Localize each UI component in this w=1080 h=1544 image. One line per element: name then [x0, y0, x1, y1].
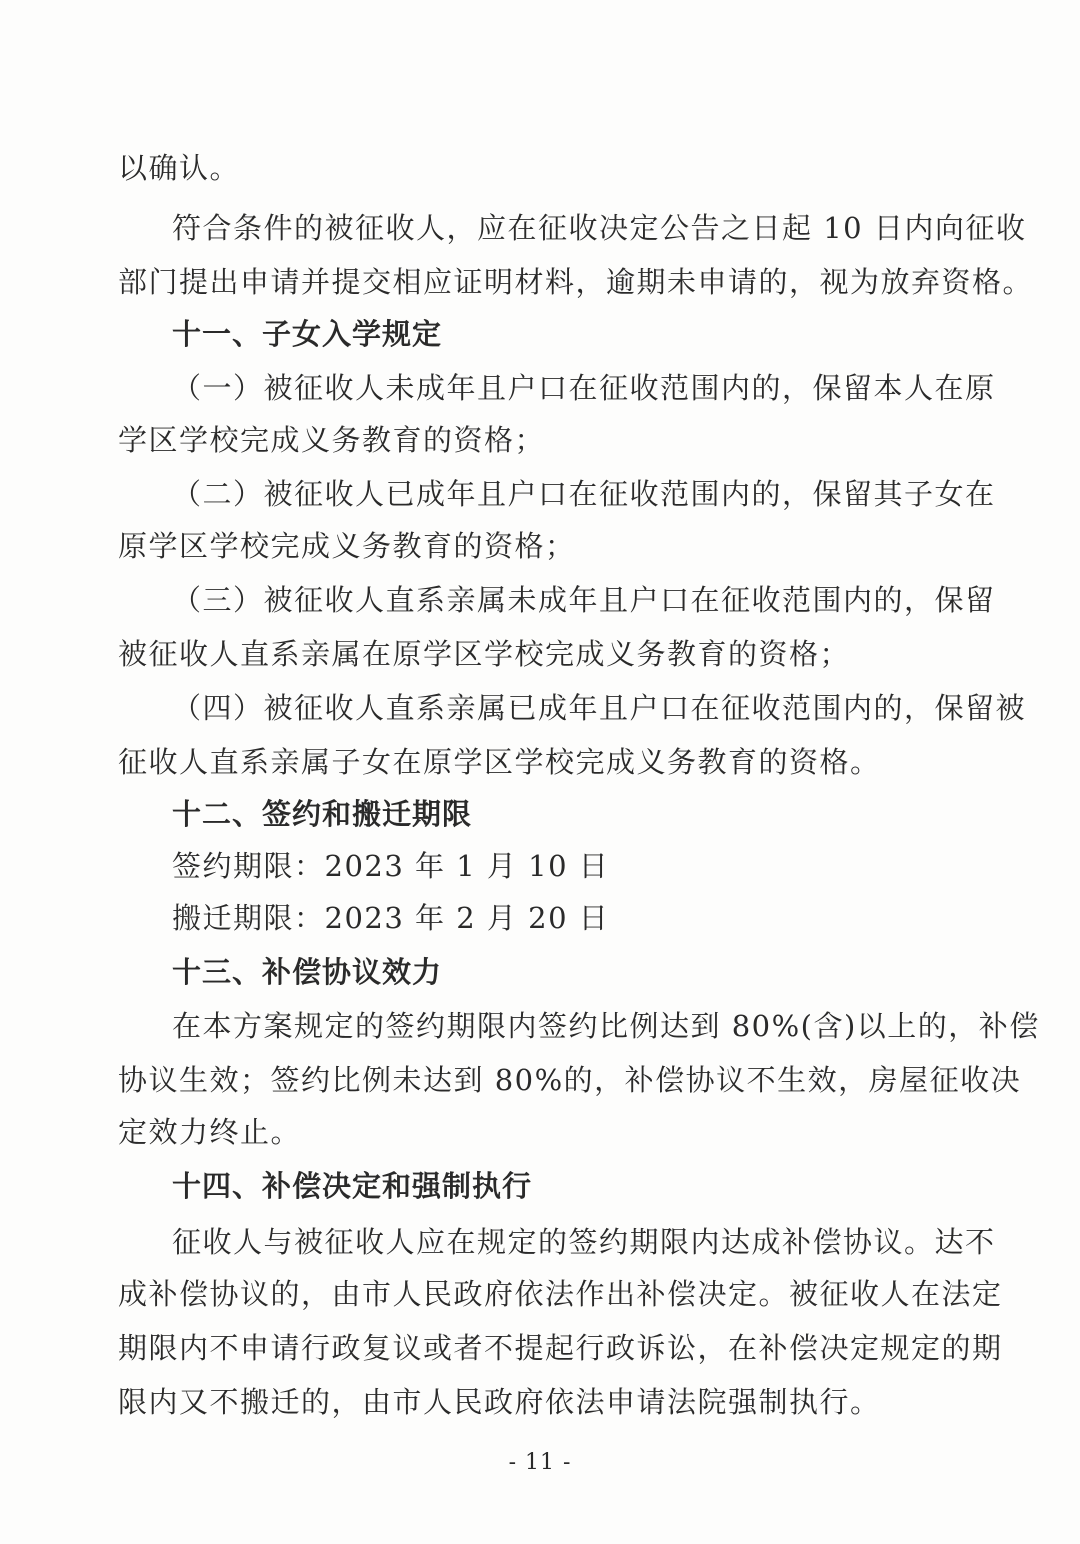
text-line: 部门提出申请并提交相应证明材料，逾期未申请的，视为放弃资格。 — [118, 265, 1034, 299]
text-line: 搬迁期限：2023 年 2 月 20 日 — [172, 901, 610, 935]
text-line: （三）被征收人直系亲属未成年且户口在征收范围内的，保留 — [172, 583, 996, 617]
text-line: 在本方案规定的签约期限内签约比例达到 80%(含)以上的，补偿 — [172, 1009, 1040, 1043]
section-heading: 十四、补偿决定和强制执行 — [172, 1169, 533, 1203]
text-line: 期限内不申请行政复议或者不提起行政诉讼，在补偿决定规定的期 — [118, 1331, 1003, 1365]
text-line: 定效力终止。 — [118, 1115, 302, 1149]
text-line: 协议生效；签约比例未达到 80%的，补偿协议不生效，房屋征收决 — [118, 1063, 1022, 1097]
text-line: 以确认。 — [118, 151, 241, 185]
text-line: 学区学校完成义务教育的资格； — [118, 423, 546, 457]
text-line: 征收人与被征收人应在规定的签约期限内达成补偿协议。达不 — [172, 1225, 996, 1259]
section-heading: 十三、补偿协议效力 — [172, 955, 443, 989]
section-heading: 十一、子女入学规定 — [172, 317, 443, 351]
text-line: 成补偿协议的，由市人民政府依法作出补偿决定。被征收人在法定 — [118, 1277, 1003, 1311]
text-line: 征收人直系亲属子女在原学区学校完成义务教育的资格。 — [118, 745, 881, 779]
text-line: 签约期限：2023 年 1 月 10 日 — [172, 849, 610, 883]
text-line: （一）被征收人未成年且户口在征收范围内的，保留本人在原 — [172, 371, 996, 405]
text-line: 原学区学校完成义务教育的资格； — [118, 529, 576, 563]
text-line: （二）被征收人已成年且户口在征收范围内的，保留其子女在 — [172, 477, 996, 511]
text-line: （四）被征收人直系亲属已成年且户口在征收范围内的，保留被 — [172, 691, 1027, 725]
text-line: 符合条件的被征收人，应在征收决定公告之日起 10 日内向征收 — [172, 211, 1027, 245]
section-heading: 十二、签约和搬迁期限 — [172, 797, 473, 831]
text-line: 限内又不搬迁的，由市人民政府依法申请法院强制执行。 — [118, 1385, 881, 1419]
page-number: - 11 - — [508, 1450, 572, 1475]
text-line: 被征收人直系亲属在原学区学校完成义务教育的资格； — [118, 637, 851, 671]
